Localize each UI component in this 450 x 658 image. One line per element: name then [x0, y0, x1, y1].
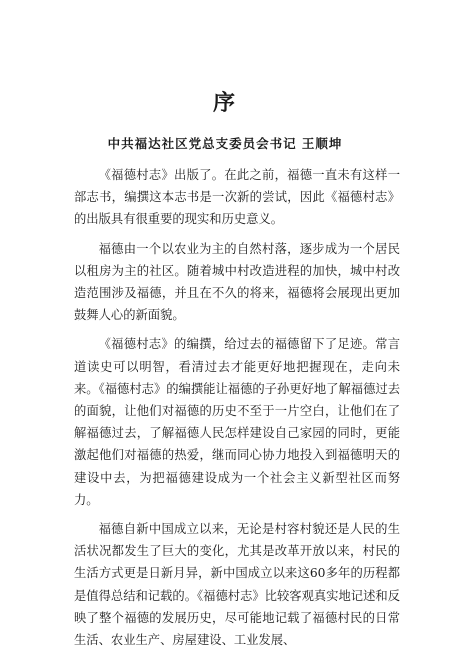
page-title: 序: [212, 91, 237, 116]
paragraph: 《福德村志》出版了。在此之前，福德一直未有这样一部志书，编撰这本志书是一次新的尝试，因此《福德村志》的出版具有很重要的现实和历史意义。: [74, 168, 400, 227]
body-text: [74, 164, 400, 658]
paragraph: 《福德村志》的编撰，给过去的福德留下了足迹。常言道读史可以明智，看清过去才能更好地把握现在，走向未来。《福德村志》的编撰能让福德的子孙更好地了解福德过去的面貌，让他们对福德的历史不至于一片空白，让他们在了解福德过去，了解福德人民怎样建设自己家园的同时，更能激起他们对福德的热爱，继而同心协力地投入到福德明天的建设中去，为把福德建设成为一个社会主义新型社区而努力。: [74, 337, 400, 507]
author-line: 中共福达社区党总支委员会书记 王顺坤: [107, 136, 343, 151]
paragraph: 福德自新中国成立以来，无论是村容村貌还是人民的生活状况都发生了巨大的变化，尤其是改革开放以来，村民的生活方式更是日新月异，新中国成立以来这60多年的历程都是值得总结和记载的。《福德村志》比较客观真实地记述和反映了整个福德的发展历史，尽可能地记载了福德村民的日常生活、农业生产、房屋建设、工业发展、: [74, 522, 400, 648]
paragraph: 福德由一个以农业为主的自然村落，逐步成为一个居民以租房为主的社区。随着城中村改造进程的加快，城中村改造范围涉及福德，并且在不久的将来，福德将会展现出更加鼓舞人心的新面貌。: [74, 241, 400, 323]
